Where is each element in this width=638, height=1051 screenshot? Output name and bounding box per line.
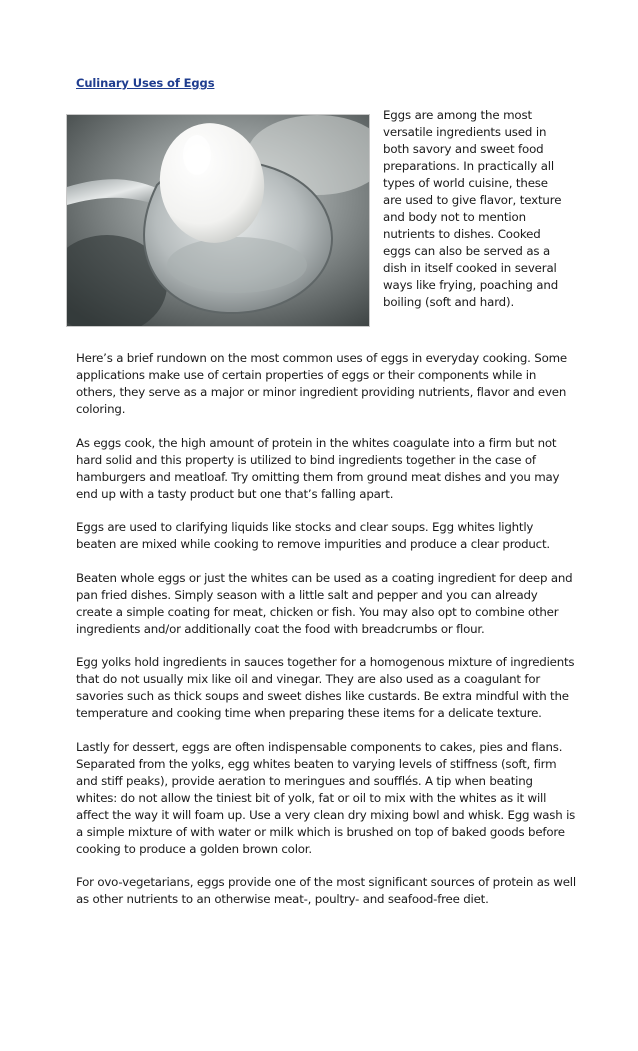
paragraph-4: Beaten whole eggs or just the whites can be used as a coating ingredient for deep and pan fried dishes. Simply season with a little salt and pepper and you can already create a simple coating for meat, chicken or fish. You may also opt to combine other ingredients and/or additionally coat the food with breadcrumbs or flour. <box>76 570 573 636</box>
paragraph-7: For ovo-vegetarians, eggs provide one of the most significant sources of protein as well as other nutrients to an otherwise meat-, poultry- and seafood-free diet. <box>76 875 576 906</box>
paragraph-6: Lastly for dessert, eggs are often indispensable components to cakes, pies and flans. Separated from the yolks, egg whites beaten to varying levels of stiffness (soft, firm and stiff peaks), provide aeration to meringues and soufflés. A tip when beating whites: do not allow the tiniest bit of yolk, fat or oil to mix with the whites as it will affect the way it will foam up. Use a very clean dry mixing bowl and whisk. Egg wash is a simple mixture of with water or milk which is brushed on top of baked goods before cooking to produce a golden brown color. <box>76 739 576 856</box>
intro-paragraph: Eggs are among the most versatile ingredients used in both savory and sweet food preparations. In practically all types of world cuisine, these are used to give flavor, texture and body not to mention nutrients to dishes. Cooked eggs can also be served as a dish in itself cooked in several ways like frying, poaching and boiling (soft and hard). <box>383 108 562 309</box>
paragraph-1: Here’s a brief rundown on the most common uses of eggs in everyday cooking. Some applications make use of certain properties of eggs or their components while in others, they serve as a major or minor ingredient providing nutrients, flavor and even coloring. <box>76 351 567 416</box>
page-title: Culinary Uses of Eggs <box>76 76 215 90</box>
paragraph-5: Egg yolks hold ingredients in sauces together for a homogenous mixture of ingredients that do not usually mix like oil and vinegar. They are also used as a coagulant for savories such as thick soups and sweet dishes like custards. Be extra mindful with the temperature and cooking time when preparing these items for a delicate texture. <box>76 655 575 720</box>
body-text <box>76 350 576 925</box>
paragraph-2: As eggs cook, the high amount of protein in the whites coagulate into a firm but not hard solid and this property is utilized to bind ingredients together in the case of hamburgers and meatloaf. Try omitting them from ground meat dishes and you may end up with a tasty product but one that’s falling apart. <box>76 435 560 501</box>
paragraph-3: Eggs are used to clarifying liquids like stocks and clear soups. Egg whites lightly beaten are mixed while cooking to remove impurities and produce a clear product. <box>76 520 550 551</box>
egg-on-spoon-photo <box>66 114 370 327</box>
intro-text-block <box>383 107 568 311</box>
